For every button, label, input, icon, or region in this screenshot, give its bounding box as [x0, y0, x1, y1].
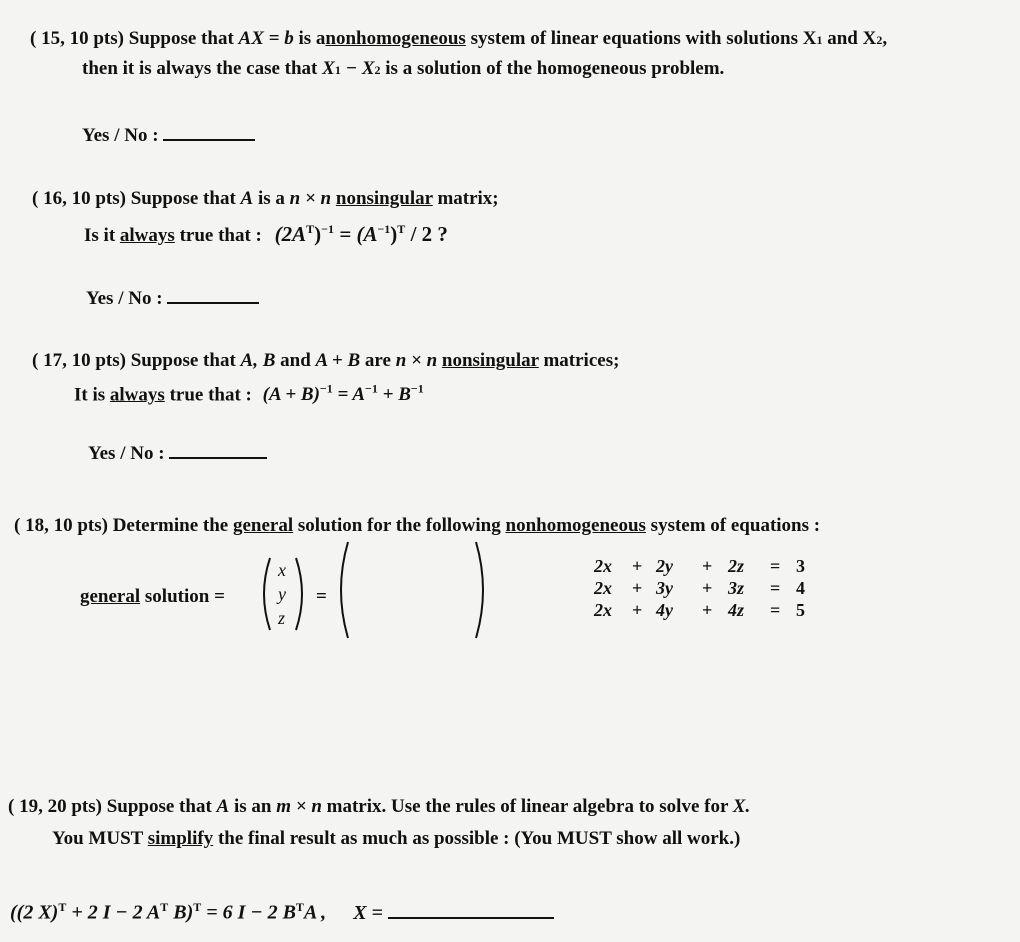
q18-vec-x: x	[278, 560, 286, 580]
q18-equations	[594, 556, 805, 622]
q17-text: It is	[74, 384, 106, 406]
q19-sup: T	[160, 900, 169, 914]
q15-equation: AX = b	[238, 28, 294, 49]
q18-equation-row	[594, 578, 805, 600]
q19-formula-part: ((2 X)	[10, 901, 59, 924]
q18-underlined-word: nonhomogeneous	[505, 515, 646, 536]
q18-vec-y: y	[278, 584, 286, 604]
eq-rhs: 4	[796, 578, 805, 598]
q17-sup: −1	[410, 382, 424, 396]
q17-sup: −1	[365, 382, 378, 396]
eq-rhs: 5	[796, 600, 805, 620]
q18-equation-row	[594, 556, 805, 578]
eq-term: 2x	[594, 600, 612, 620]
q19-text: You MUST	[52, 828, 143, 849]
q15-number: ( 15, 10 pts)	[30, 28, 124, 49]
q17-text: Suppose that	[130, 350, 236, 371]
q17-yesno-label: Yes / No :	[88, 443, 165, 464]
q16-underlined-word: nonsingular	[335, 188, 433, 209]
q17-answer	[88, 443, 267, 465]
q16-answer-blank[interactable]	[167, 288, 259, 304]
q17-text: and	[280, 350, 311, 371]
eq-term: 2z	[728, 556, 745, 576]
q19-sup: T	[295, 900, 304, 914]
q16-formula-part: )	[314, 222, 322, 246]
q19-formula-line	[10, 900, 554, 925]
q19-line1	[8, 796, 750, 818]
q16-text: Is it	[84, 225, 116, 246]
q17-dimension: n × n	[395, 350, 438, 371]
q16-formula-part: = (A	[333, 222, 378, 246]
q19-sup: T	[58, 900, 67, 914]
eq-term: 3z	[728, 578, 745, 598]
q18-text: Determine the	[112, 515, 229, 536]
q16-text: matrix;	[437, 188, 499, 209]
q15-subscript: 1	[334, 63, 341, 77]
q16-line1	[32, 188, 499, 210]
right-paren	[296, 558, 302, 630]
q19-number: ( 19, 20 pts)	[8, 796, 102, 817]
q19-formula-part: + 2 I − 2 A	[66, 901, 161, 924]
q15-underlined-word: nonhomogeneous	[325, 28, 466, 49]
q16-text: Suppose that	[130, 188, 236, 209]
q17-line1	[32, 350, 619, 372]
q18-answer-area[interactable]	[352, 546, 472, 634]
eq-term: 2x	[594, 556, 612, 576]
eq-rhs: 3	[796, 556, 805, 576]
q15-text: is a solution of the homogeneous problem.	[385, 58, 725, 79]
eq-term: 3y	[656, 578, 673, 598]
q16-number: ( 16, 10 pts)	[32, 188, 126, 209]
q16-dimension: n × n	[289, 188, 332, 209]
q19-underlined-word: simplify	[147, 828, 214, 849]
eq-op: +	[632, 578, 643, 598]
q17-line2	[74, 382, 424, 406]
q18-equation-row	[594, 600, 805, 622]
q18-text: solution =	[144, 586, 225, 607]
q15-text: system of linear equations with solutions X	[470, 28, 817, 49]
q16-formula	[275, 222, 448, 246]
q15-text: and X	[827, 28, 877, 49]
q15-line2	[82, 58, 724, 80]
q16-matrix: A	[240, 188, 254, 209]
q19-sup: T	[193, 900, 202, 914]
q18-underlined-word: general	[80, 586, 141, 607]
q16-formula-part: / 2 ?	[405, 222, 448, 246]
q15-subscript: 2	[876, 33, 883, 47]
eq-op: +	[702, 600, 713, 620]
q17-answer-blank[interactable]	[169, 443, 267, 459]
eq-term: 2y	[656, 556, 673, 576]
q19-text: matrix. Use the rules of linear algebra to solve for	[326, 796, 729, 817]
q17-text: true that :	[169, 384, 252, 406]
q19-line2	[52, 828, 740, 850]
q16-sup: T	[306, 222, 315, 236]
left-paren	[264, 558, 270, 630]
q16-underlined-word: always	[119, 225, 175, 246]
q17-underlined-word: always	[109, 384, 165, 406]
q15-text: is a	[298, 28, 326, 49]
q16-formula-part: (2A	[274, 222, 307, 246]
q16-answer	[86, 288, 259, 310]
q18-number: ( 18, 10 pts)	[14, 515, 108, 536]
eq-op: +	[632, 556, 643, 576]
q17-formula	[263, 384, 424, 405]
q18-text: solution for the following	[297, 515, 501, 536]
q19-matrix: A	[216, 796, 230, 817]
left-paren	[341, 542, 348, 638]
q15-diff: − X	[340, 58, 375, 79]
q16-sup: −1	[321, 222, 334, 236]
q16-yesno-label: Yes / No :	[86, 288, 163, 309]
q19-text: the final result as much as possible : (You MUST show all work.)	[217, 828, 741, 849]
q15-text: ,	[882, 28, 888, 49]
q17-text: matrices;	[543, 350, 620, 371]
q18-line1	[14, 515, 820, 537]
right-paren	[476, 542, 483, 638]
q19-formula-part: A ,	[303, 901, 327, 924]
q16-sup: T	[397, 222, 406, 236]
q18-vec-z: z	[278, 608, 286, 628]
q19-dimension: m × n	[276, 796, 322, 817]
q17-formula-part: = A	[332, 384, 366, 406]
q18-equals: =	[316, 586, 327, 607]
q15-subscript: 2	[374, 63, 381, 77]
q15-line1	[30, 28, 887, 50]
q17-text: are	[364, 350, 391, 371]
q19-text: is an	[233, 796, 272, 817]
q17-number: ( 17, 10 pts)	[32, 350, 126, 371]
eq-term: 2x	[594, 578, 612, 598]
q15-text: Suppose that	[128, 28, 234, 49]
q17-formula-part: + B	[377, 384, 411, 406]
eq-op: =	[770, 578, 781, 598]
q15-yesno-label: Yes / No :	[82, 125, 159, 146]
eq-term: 4y	[656, 600, 673, 620]
q19-x-label: X =	[353, 901, 383, 924]
q19-answer-blank[interactable]	[388, 903, 554, 919]
q17-underlined-word: nonsingular	[441, 350, 539, 371]
q19-variable: X.	[732, 796, 751, 817]
eq-op: +	[632, 600, 643, 620]
q15-answer	[82, 125, 255, 147]
q18-general-solution-label	[80, 586, 225, 608]
q19-formula-part: B)	[168, 901, 194, 924]
q17-matrices: A, B	[240, 350, 276, 371]
eq-op: =	[770, 600, 781, 620]
q16-text: is a	[257, 188, 285, 209]
q16-text: true that :	[179, 225, 262, 246]
q15-subscript: 1	[816, 33, 823, 47]
q17-formula-part: (A + B)	[262, 384, 320, 406]
q18-text: system of equations :	[650, 515, 821, 536]
q19-formula-part: = 6 I − 2 B	[201, 901, 296, 924]
eq-op: +	[702, 578, 713, 598]
q16-sup: −1	[377, 222, 391, 236]
q15-text: then it is always the case that	[82, 58, 318, 79]
q19-text: Suppose that	[106, 796, 212, 817]
q17-sum: A + B	[315, 350, 361, 371]
eq-op: =	[770, 556, 781, 576]
eq-op: +	[702, 556, 713, 576]
q15-diff: X	[322, 58, 335, 79]
q16-line2	[84, 222, 448, 247]
eq-term: 4z	[728, 600, 745, 620]
q17-sup: −1	[319, 382, 333, 396]
q16-formula-part: )	[390, 222, 398, 246]
q18-underlined-word: general	[232, 515, 294, 536]
q15-answer-blank[interactable]	[163, 125, 255, 141]
